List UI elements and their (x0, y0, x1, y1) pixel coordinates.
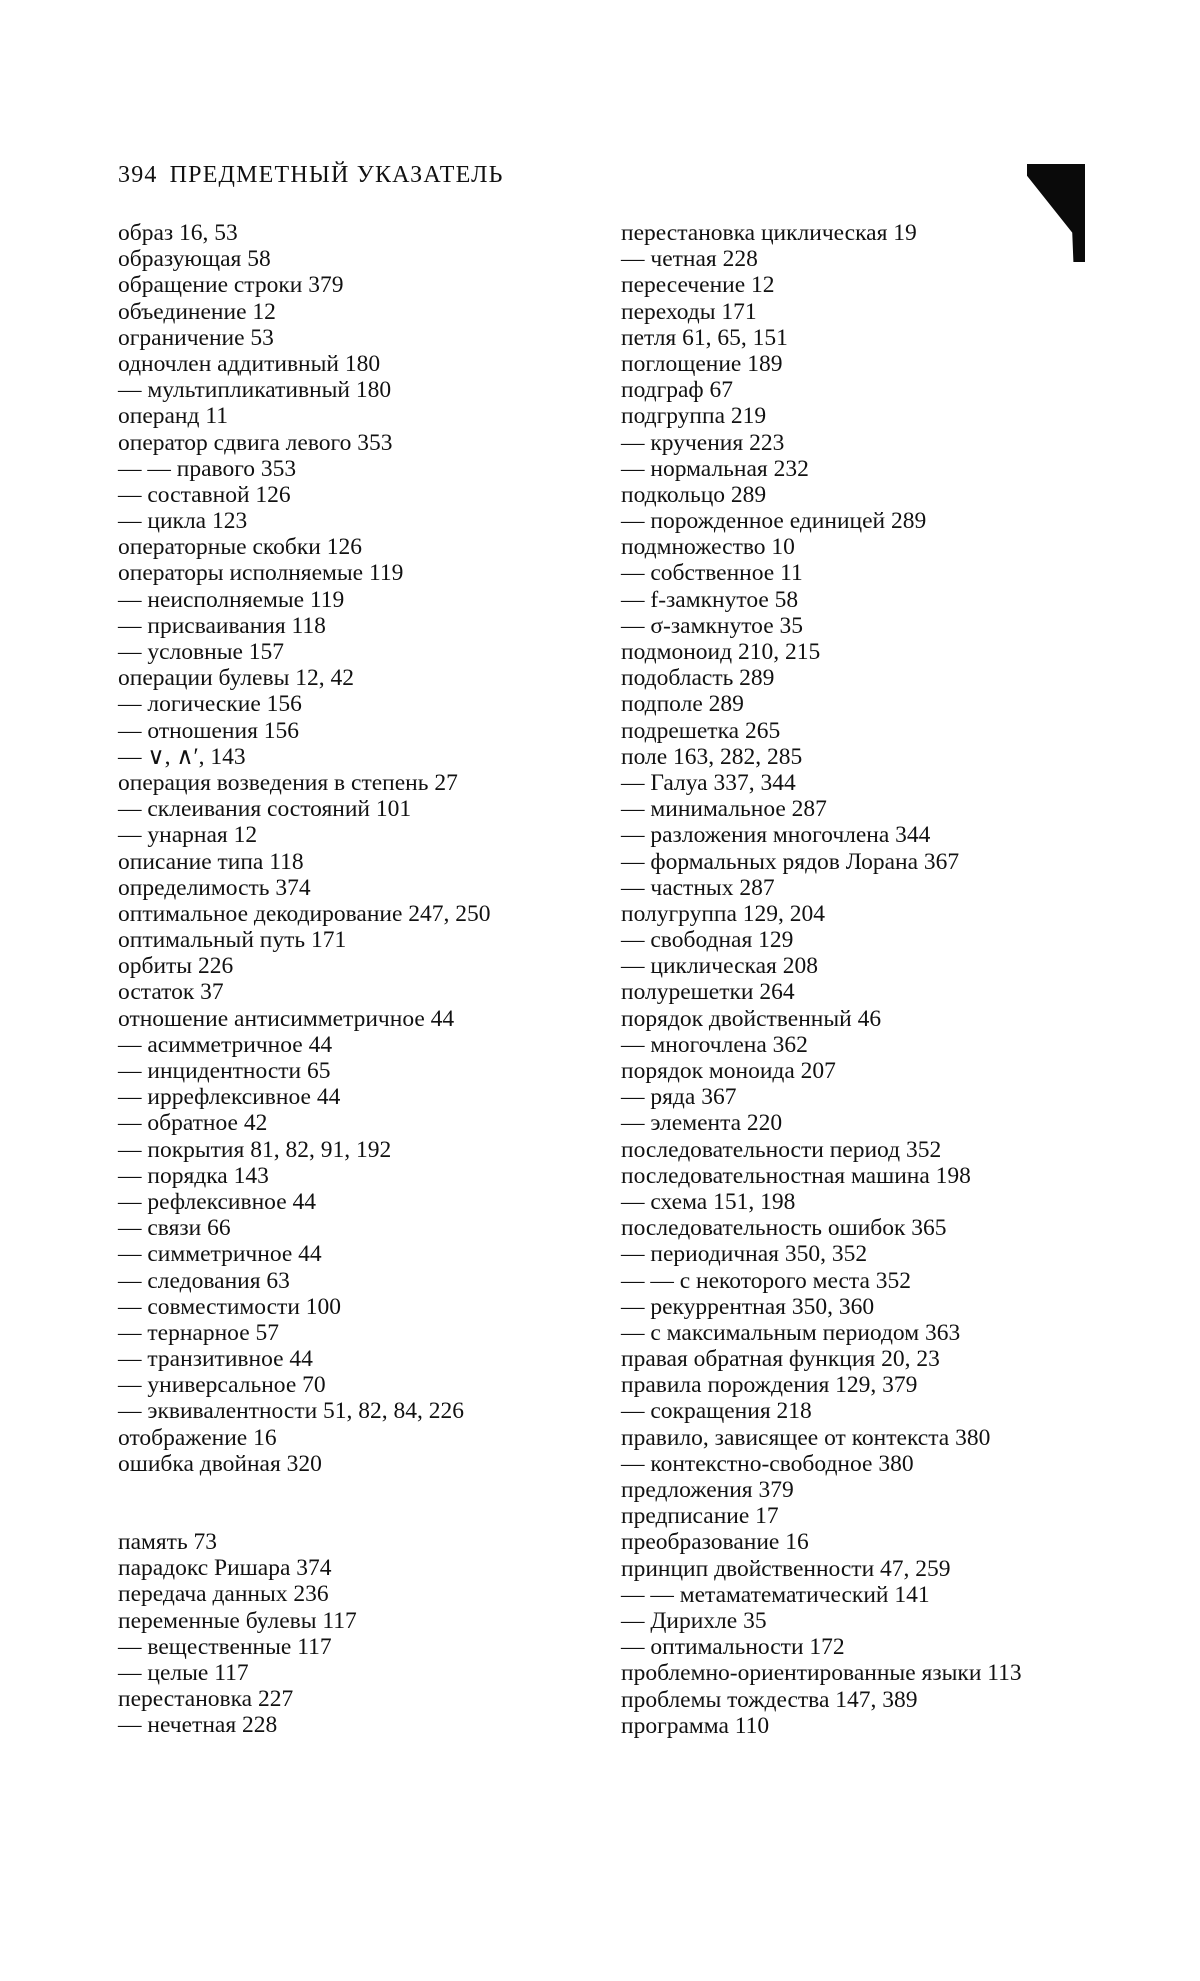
index-entry: — логические 156 (118, 691, 302, 718)
index-entry: — мультипликативный 180 (118, 377, 392, 404)
index-entry: — вещественные 117 (118, 1633, 332, 1660)
index-entry: — составной 126 (118, 481, 291, 508)
index-block-o (118, 220, 588, 1477)
page-title: ПРЕДМЕТНЫЙ УКАЗАТЕЛЬ (169, 162, 504, 188)
index-entry: — рекуррентная 350, 360 (621, 1293, 875, 1320)
index-entry: — Дирихле 35 (621, 1607, 767, 1634)
index-entry: подмоноид 210, 215 (621, 639, 821, 665)
index-entry: последовательность ошибок 365 (621, 1215, 947, 1242)
index-entry: — унарная 12 (118, 822, 258, 849)
index-entry: ошибка двойная 320 (118, 1450, 322, 1477)
index-entry: — схема 151, 198 (621, 1188, 796, 1215)
index-entry: подкольцо 289 (621, 481, 767, 508)
index-entry: — с максимальным периодом 363 (621, 1319, 961, 1346)
index-entry: — элемента 220 (621, 1110, 783, 1137)
index-entry: — свободная 129 (621, 927, 794, 954)
index-entry: — тернарное 57 (118, 1319, 280, 1346)
index-entry: — разложения многочлена 344 (621, 822, 931, 849)
index-entry: одночлен аддитивный 180 (118, 350, 381, 377)
index-entry: — целые 117 (118, 1659, 249, 1686)
index-entry: — совместимости 100 (118, 1293, 342, 1320)
index-entry: правая обратная функция 20, 23 (621, 1346, 940, 1373)
index-entry: — нормальная 232 (621, 455, 809, 482)
index-entry: обращение строки 379 (118, 272, 344, 299)
index-block-p-continued (621, 220, 1091, 1739)
index-entry: пересечение 12 (621, 272, 775, 299)
index-entry: отношение антисимметричное 44 (118, 1005, 455, 1032)
index-entry: — σ-замкнутое 35 (621, 612, 803, 639)
index-entry: полурешетки 264 (621, 979, 795, 1006)
index-entry: оптимальный путь 171 (118, 927, 347, 954)
index-entry: — рефлексивное 44 (118, 1188, 316, 1215)
index-entry: — присваивания 118 (118, 612, 326, 639)
index-entry: — контекстно-свободное 380 (621, 1450, 914, 1477)
index-entry: принцип двойственности 47, 259 (621, 1555, 951, 1582)
index-entry: — порожденное единицей 289 (621, 508, 927, 535)
index-entry: подмножество 10 (621, 534, 795, 561)
index-entry: — склеивания состояний 101 (118, 796, 412, 823)
index-entry: — обратное 42 (118, 1110, 268, 1137)
index-entry: — частных 287 (621, 874, 775, 901)
letter-gap (118, 1477, 588, 1529)
index-entry: — транзитивное 44 (118, 1346, 313, 1373)
index-entry: оптимальное декодирование 247, 250 (118, 900, 491, 927)
index-entry: поглощение 189 (621, 350, 783, 377)
index-entry: операция возведения в степень 27 (118, 769, 458, 796)
index-entry: последовательности период 352 (621, 1136, 942, 1163)
index-entry: остаток 37 (118, 979, 224, 1006)
index-entry: подрешетка 265 (621, 717, 781, 744)
index-entry: — условные 157 (118, 639, 285, 665)
index-entry: — — правого 353 (118, 455, 297, 482)
index-entry: последовательностная машина 198 (621, 1162, 971, 1189)
index-entry: отображение 16 (118, 1424, 277, 1451)
index-entry: операторы исполняемые 119 (118, 560, 404, 587)
index-entry: — связи 66 (118, 1215, 231, 1242)
index-entry: определимость 374 (118, 874, 311, 901)
index-entry: порядок моноида 207 (621, 1058, 836, 1084)
index-entry: — порядка 143 (118, 1162, 269, 1189)
page-header (118, 162, 504, 189)
index-entry: поле 163, 282, 285 (621, 743, 803, 770)
index-entry: образующая 58 (118, 246, 271, 273)
index-entry: переходы 171 (621, 298, 757, 325)
index-entry: проблемы тождества 147, 389 (621, 1686, 918, 1713)
index-entry: — — с некоторого места 352 (621, 1267, 912, 1294)
index-entry: проблемно-ориентированные языки 113 (621, 1660, 1022, 1687)
index-entry: — Галуа 337, 344 (621, 769, 796, 796)
index-entry: операторные скобки 126 (118, 534, 362, 561)
index-entry: — ∨, ∧′, 143 (118, 743, 246, 770)
index-entry: — сокращения 218 (621, 1398, 812, 1425)
index-entry: — симметричное 44 (118, 1241, 322, 1268)
index-entry: парадокс Ришара 374 (118, 1555, 332, 1582)
index-entry: подобласть 289 (621, 665, 775, 692)
index-entry: — нечетная 228 (118, 1712, 278, 1739)
index-entry: — циклическая 208 (621, 953, 818, 980)
index-entry: правило, зависящее от контекста 380 (621, 1424, 991, 1451)
index-entry: перестановка 227 (118, 1686, 294, 1713)
index-entry: операции булевы 12, 42 (118, 665, 354, 692)
index-entry: — цикла 123 (118, 508, 248, 535)
index-entry: передача данных 236 (118, 1581, 329, 1608)
index-entry: подполе 289 (621, 691, 744, 718)
index-entry: — неисполняемые 119 (118, 586, 345, 613)
index-entry: — f-замкнутое 58 (621, 586, 799, 613)
index-entry: — оптимальности 172 (621, 1634, 845, 1661)
index-entry: полугруппа 129, 204 (621, 900, 826, 927)
index-entry: — отношения 156 (118, 717, 300, 744)
index-entry: оператор сдвига левого 353 (118, 429, 393, 456)
index-entry: — следования 63 (118, 1267, 290, 1294)
index-entry: — многочлена 362 (621, 1031, 808, 1058)
index-entry: предписание 17 (621, 1503, 779, 1530)
index-entry: правила порождения 129, 379 (621, 1372, 918, 1399)
index-entry: преобразование 16 (621, 1529, 809, 1556)
index-entry: порядок двойственный 46 (621, 1005, 882, 1032)
index-entry: подграф 67 (621, 377, 734, 404)
index-entry: — собственное 11 (621, 560, 803, 587)
index-block-p (118, 1529, 588, 1739)
index-entry: — универсальное 70 (118, 1372, 326, 1399)
index-entry: описание типа 118 (118, 848, 304, 875)
index-entry: — периодичная 350, 352 (621, 1241, 868, 1268)
index-entry: — минимальное 287 (621, 796, 827, 823)
index-entry: — инцидентности 65 (118, 1058, 331, 1084)
index-entry: переменные булевы 117 (118, 1607, 357, 1634)
index-entry: операнд 11 (118, 403, 228, 430)
index-entry: петля 61, 65, 151 (621, 324, 788, 351)
index-entry: подгруппа 219 (621, 403, 767, 430)
index-column-left (118, 220, 588, 1739)
index-entry: образ 16, 53 (118, 220, 238, 246)
index-entry: орбиты 226 (118, 953, 234, 980)
index-entry: программа 110 (621, 1712, 770, 1739)
index-entry: — иррефлексивное 44 (118, 1084, 341, 1111)
index-entry: перестановка циклическая 19 (621, 220, 917, 246)
index-entry: память 73 (118, 1529, 218, 1555)
index-entry: — асимметричное 44 (118, 1031, 333, 1058)
index-entry: — ряда 367 (621, 1084, 737, 1111)
page-number: 394 (118, 162, 158, 188)
index-entry: — — метаматематический 141 (621, 1581, 930, 1608)
index-entry: предложения 379 (621, 1477, 794, 1503)
index-entry: — четная 228 (621, 246, 758, 273)
index-entry: — кручения 223 (621, 429, 785, 456)
index-entry: объединение 12 (118, 298, 276, 325)
index-entry: ограничение 53 (118, 324, 274, 351)
index-entry: — эквивалентности 51, 82, 84, 226 (118, 1398, 465, 1425)
index-column-right (621, 220, 1091, 1739)
index-entry: — формальных рядов Лорана 367 (621, 848, 960, 875)
index-entry: — покрытия 81, 82, 91, 192 (118, 1136, 392, 1163)
